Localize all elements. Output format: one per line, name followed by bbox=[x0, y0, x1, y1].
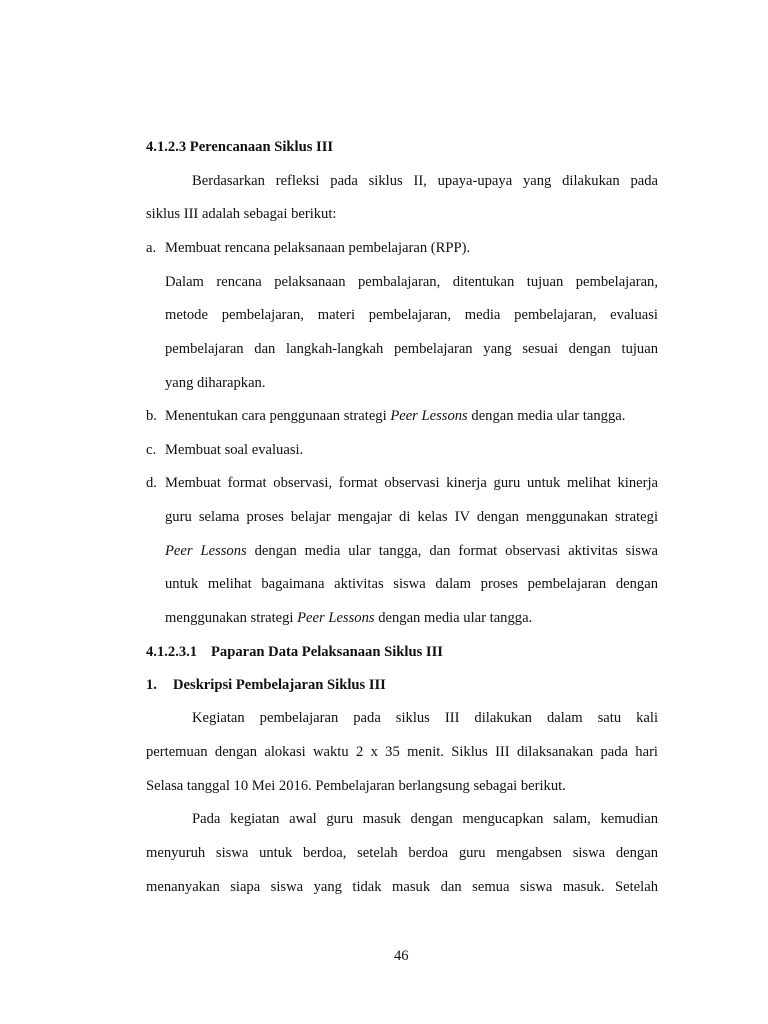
sub-subsection-title: Deskripsi Pembelajaran Siklus III bbox=[173, 677, 386, 693]
list-item-b-italic: Peer Lessons bbox=[390, 408, 468, 424]
list-marker-c: c. bbox=[146, 442, 157, 458]
list-item-d-line-5 bbox=[165, 609, 532, 627]
para-1-line-3: Selasa tanggal 10 Mei 2016. Pembelajaran berlangsung sebagai berikut. bbox=[146, 778, 566, 794]
page-number: 46 bbox=[394, 948, 409, 964]
intro-line-2: siklus III adalah sebagai berikut: bbox=[146, 206, 337, 222]
list-item-d-italic-1: Peer Lessons bbox=[165, 543, 247, 559]
list-marker-a: a. bbox=[146, 240, 157, 256]
list-marker-d: d. bbox=[146, 475, 157, 491]
list-item-b bbox=[165, 407, 625, 425]
para-2-line-2: menyuruh siswa untuk berdoa, setelah berdoa guru mengabsen siswa dengan bbox=[146, 845, 658, 861]
list-item-d-line-3 bbox=[165, 542, 658, 560]
subsection-title: Paparan Data Pelaksanaan Siklus III bbox=[211, 644, 443, 660]
list-marker-b: b. bbox=[146, 408, 157, 424]
list-item-a-line-3: metode pembelajaran, materi pembelajaran, media pembelajaran, evaluasi bbox=[165, 307, 658, 323]
list-item-d-italic-2: Peer Lessons bbox=[297, 610, 375, 626]
list-item-a-line-2: Dalam rencana pelaksanaan pembalajaran, ditentukan tujuan pembelajaran, bbox=[165, 274, 658, 290]
list-item-a-line-1: Membuat rencana pelaksanaan pembelajaran (RPP). bbox=[165, 240, 471, 256]
intro-line-1: Berdasarkan refleksi pada siklus II, upaya-upaya yang dilakukan pada bbox=[192, 173, 658, 189]
list-item-c: Membuat soal evaluasi. bbox=[165, 442, 304, 458]
list-item-d-line-1: Membuat format observasi, format observasi kinerja guru untuk melihat kinerja bbox=[165, 475, 658, 491]
subsection-number: 4.1.2.3.1 bbox=[146, 644, 198, 660]
section-heading-4-1-2-3: 4.1.2.3 Perencanaan Siklus III bbox=[146, 139, 334, 155]
list-item-a-line-4: pembelajaran dan langkah-langkah pembelajaran yang sesuai dengan tujuan bbox=[165, 341, 658, 357]
sub-subsection-number: 1. bbox=[146, 677, 157, 693]
para-2-line-3: menanyakan siapa siswa yang tidak masuk dan semua siswa masuk. Setelah bbox=[146, 879, 658, 895]
list-item-d-line-5-end: dengan media ular tangga. bbox=[374, 610, 533, 626]
list-item-b-text: Menentukan cara penggunaan strategi bbox=[165, 408, 391, 424]
list-item-d-line-2: guru selama proses belajar mengajar di kelas IV dengan menggunakan strategi bbox=[165, 509, 658, 525]
list-item-d-line-5-text: menggunakan strategi bbox=[165, 610, 298, 626]
list-item-a-line-5: yang diharapkan. bbox=[165, 375, 266, 391]
para-1-line-1: Kegiatan pembelajaran pada siklus III dilakukan dalam satu kali bbox=[192, 710, 658, 726]
list-item-b-text-end: dengan media ular tangga. bbox=[467, 408, 626, 424]
list-item-d-line-3-text: dengan media ular tangga, dan format observasi aktivitas siswa bbox=[246, 543, 658, 559]
para-1-line-2: pertemuan dengan alokasi waktu 2 x 35 menit. Siklus III dilaksanakan pada hari bbox=[146, 744, 658, 760]
para-2-line-1: Pada kegiatan awal guru masuk dengan mengucapkan salam, kemudian bbox=[192, 811, 658, 827]
list-item-d-line-4: untuk melihat bagaimana aktivitas siswa dalam proses pembelajaran dengan bbox=[165, 576, 658, 592]
